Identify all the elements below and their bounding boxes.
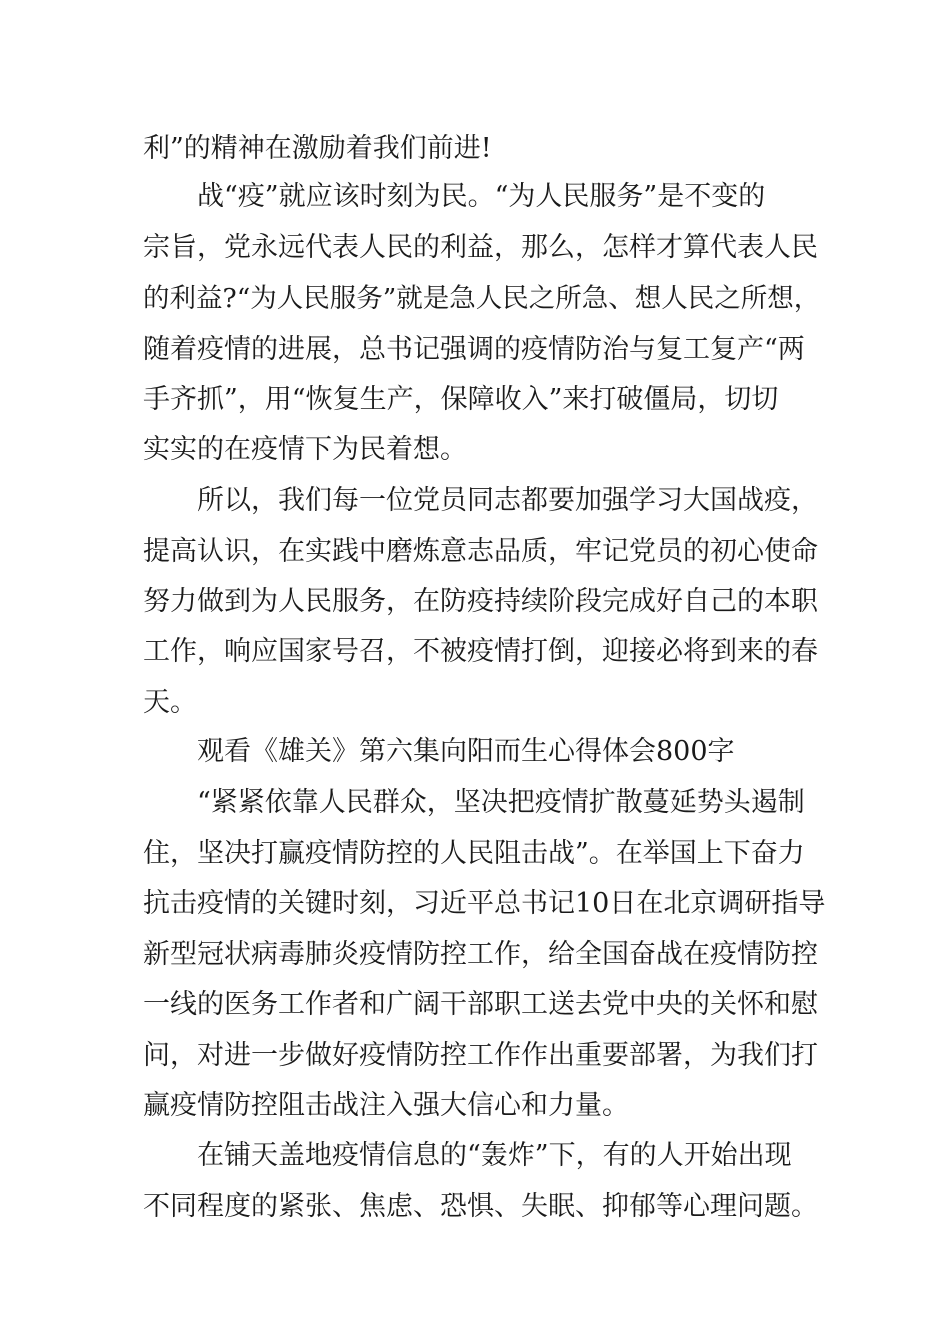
text-line: 提高认识，在实践中磨炼意志品质，牢记党员的初心使命	[143, 536, 818, 567]
text-line: 手齐抓”，用“恢复生产，保障收入”来打破僵局，切切	[143, 384, 779, 415]
paragraph-first-line: 战“疫”就应该时刻为民。“为人民服务”是不变的	[197, 181, 766, 212]
section-heading: 观看《雄关》第六集向阳而生心得体会800字	[197, 736, 735, 767]
text-line: 抗击疫情的关键时刻，习近平总书记10日在北京调研指导	[143, 888, 826, 919]
text-line: 不同程度的紧张、焦虑、恐惧、失眠、抑郁等心理问题。	[143, 1191, 818, 1222]
text-line: 新型冠状病毒肺炎疫情防控工作，给全国奋战在疫情防控	[143, 939, 818, 970]
paragraph-first-line: 所以，我们每一位党员同志都要加强学习大国战疫，	[197, 485, 818, 516]
text-line: 住，坚决打赢疫情防控的人民阻击战”。在举国上下奋力	[143, 838, 805, 869]
text-line: 赢疫情防控阻击战注入强大信心和力量。	[143, 1090, 629, 1121]
text-line: 一线的医务工作者和广阔干部职工送去党中央的关怀和慰	[143, 989, 818, 1020]
text-line: 问，对进一步做好疫情防控工作作出重要部署，为我们打	[143, 1040, 818, 1071]
text-line: 努力做到为人民服务，在防疫持续阶段完成好自己的本职	[143, 586, 818, 617]
text-line: 工作，响应国家号召，不被疫情打倒，迎接必将到来的春	[143, 636, 818, 667]
text-line: 随着疫情的进展，总书记强调的疫情防治与复工复产“两	[143, 334, 805, 365]
paragraph-first-line: “紧紧依靠人民群众，坚决把疫情扩散蔓延势头遏制	[197, 787, 805, 818]
text-line: 的利益?“为人民服务”就是急人民之所急、想人民之所想，	[143, 283, 821, 314]
text-line: 宗旨，党永远代表人民的利益，那么，怎样才算代表人民	[143, 232, 818, 263]
text-line: 实实的在疫情下为民着想。	[143, 434, 467, 465]
paragraph-first-line: 在铺天盖地疫情信息的“轰炸”下，有的人开始出现	[197, 1140, 792, 1171]
text-line: 利”的精神在激励着我们前进!	[143, 133, 492, 164]
text-line: 天。	[143, 687, 197, 718]
